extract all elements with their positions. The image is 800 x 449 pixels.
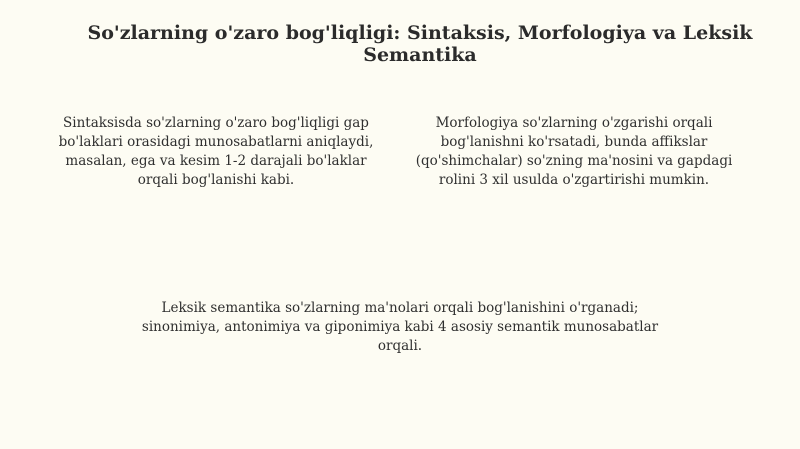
slide-title: So'zlarning o'zaro bog'liqligi: Sintaksis, Morfologiya va Leksik Semantika — [87, 22, 753, 66]
lexical-semantics-paragraph: Leksik semantika so'zlarning ma'nolari orqali bog'lanishini o'rganadi; sinonimiya, antonimiya va giponimiya kabi 4 asosiy semantik munosabatlar orqali. — [141, 300, 659, 354]
syntax-paragraph: Sintaksisda so'zlarning o'zaro bog'liqligi gap bo'laklari orasidagi munosabatlarni aniqlaydi, masalan, ega va kesim 1-2 darajali bo'laklar orqali bog'lanishi kabi. — [58, 115, 374, 188]
morphology-paragraph: Morfologiya so'zlarning o'zgarishi orqali bog'lanishni ko'rsatadi, bunda affikslar (qo'shimchalar) so'zning ma'nosini va gapdagi rolini 3 xil usulda o'zgartirishi mumkin. — [415, 115, 733, 188]
